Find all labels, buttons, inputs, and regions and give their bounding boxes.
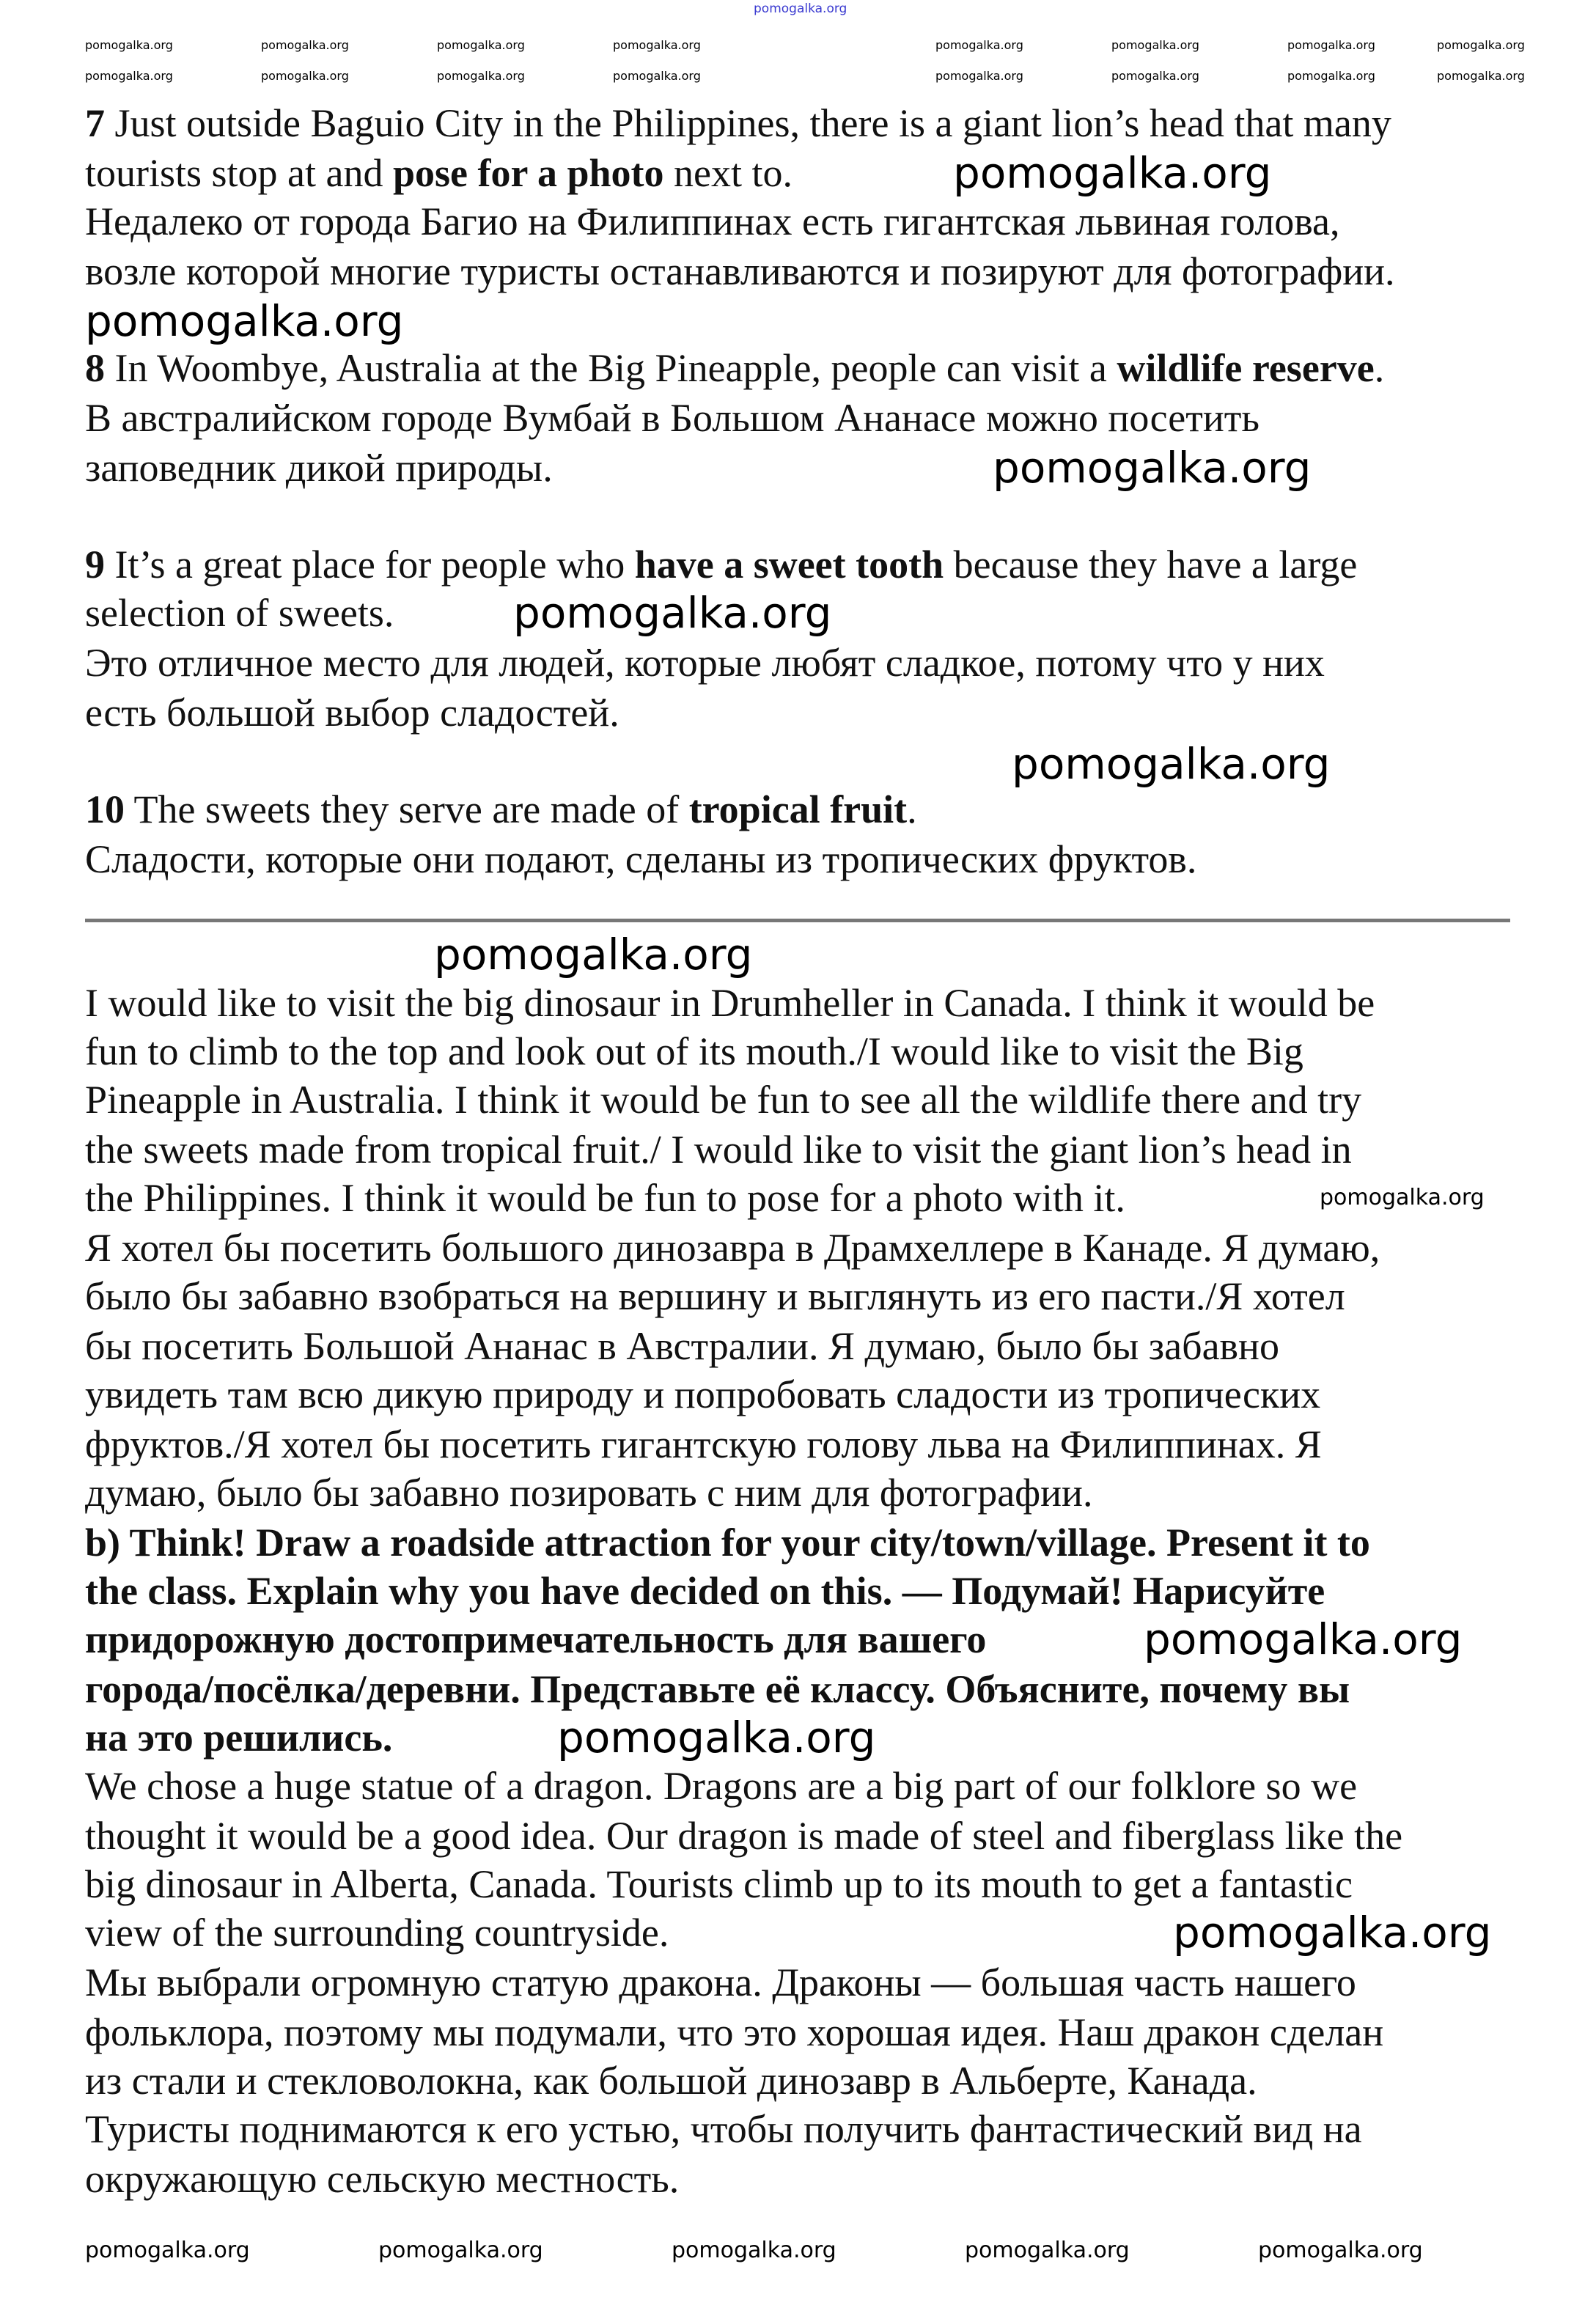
text-segment: окружающую сельскую местность. <box>85 2157 680 2201</box>
text-segment: было бы забавно взобраться на вершину и выглянуть из его пасти./Я хотел <box>85 1274 1345 1318</box>
text-line <box>85 1471 1092 1515</box>
bold-text: b) Think! Draw a roadside attraction for your city/town/village. Present it to <box>85 1521 1370 1565</box>
text-segment: увидеть там всю дикую природу и попробовать сладости из тропических <box>85 1372 1321 1416</box>
text-line <box>85 1274 1345 1318</box>
section-divider <box>85 919 1510 922</box>
bold-text: 8 <box>85 346 105 390</box>
text-line <box>85 446 553 490</box>
text-segment: Недалеко от города Багио на Филиппинах есть гигантская львиная голова, <box>85 199 1340 243</box>
text-line <box>85 1716 392 1760</box>
text-line <box>85 2059 1257 2103</box>
text-segment: We chose a huge statue of a dragon. Dragons are a big part of our folklore so we <box>85 1764 1358 1808</box>
text-line <box>85 1667 1350 1711</box>
watermark-text: pomogalka.org <box>935 69 1023 83</box>
bold-text: the class. Explain why you have decided on this. — Подумай! Нарисуйте <box>85 1569 1325 1613</box>
text-line <box>85 591 394 635</box>
text-line <box>85 2010 1383 2054</box>
text-line <box>85 1862 1353 1906</box>
text-segment: next to. <box>663 151 793 195</box>
text-segment: selection of sweets. <box>85 591 394 635</box>
text-segment: because they have a large <box>944 543 1358 587</box>
bold-text: pose for a photo <box>392 151 664 195</box>
text-segment: the Philippines. I think it would be fun to pose for a photo with it. <box>85 1176 1125 1220</box>
text-line <box>85 101 1391 145</box>
text-line <box>85 691 619 735</box>
watermark-text: pomogalka.org <box>261 38 349 52</box>
text-segment: the sweets made from tropical fruit./ I would like to visit the giant lion’s head in <box>85 1128 1352 1172</box>
watermark-text: pomogalka.org <box>85 69 173 83</box>
text-line <box>85 1911 669 1955</box>
watermark-text: pomogalka.org <box>965 2238 1130 2263</box>
text-segment: думаю, было бы забавно позировать с ним для фотографии. <box>85 1471 1093 1515</box>
watermark-text: pomogalka.org <box>1437 38 1525 52</box>
text-line <box>85 1764 1357 1808</box>
text-segment: thought it would be a good idea. Our dragon is made of steel and fiberglass like the <box>85 1814 1403 1858</box>
text-segment: Just outside Baguio City in the Philippines, there is a giant lion’s head that many <box>105 101 1391 145</box>
text-line <box>85 641 1325 685</box>
watermark-text: pomogalka.org <box>1111 69 1199 83</box>
watermark-text: pomogalka.org <box>993 443 1312 493</box>
text-line <box>85 1422 1322 1466</box>
text-line <box>85 1078 1361 1122</box>
bold-text: tropical fruit <box>688 787 908 831</box>
text-segment: It’s a great place for people who <box>105 543 635 587</box>
watermark-text: pomogalka.org <box>672 2238 836 2263</box>
text-segment: Pineapple in Australia. I think it would be fun to see all the wildlife there and try <box>85 1078 1362 1122</box>
watermark-text: pomogalka.org <box>557 1713 876 1762</box>
text-segment: fun to climb to the top and look out of its mouth./I would like to visit the Big <box>85 1029 1303 1073</box>
text-line <box>85 837 1196 881</box>
text-segment: возле которой многие туристы останавливаются и позируют для фотографии. <box>85 249 1395 293</box>
text-segment: Мы выбрали огромную статую дракона. Драконы — большая часть нашего <box>85 1960 1356 2004</box>
text-segment: из стали и стекловолокна, как большой динозавр в Альберте, Канада. <box>85 2059 1257 2103</box>
text-line <box>85 543 1357 587</box>
text-line <box>85 346 1384 390</box>
text-segment: I would like to visit the big dinosaur in Drumheller in Canada. I think it would be <box>85 981 1375 1025</box>
watermark-text: pomogalka.org <box>1173 1908 1492 1957</box>
text-line <box>85 199 1340 243</box>
text-line <box>85 249 1395 293</box>
text-segment: Это отличное место для людей, которые любят сладкое, потому что у них <box>85 641 1325 685</box>
watermark-text: pomogalka.org <box>85 296 404 346</box>
text-segment: В австралийском городе Вумбай в Большом Ананасе можно посетить <box>85 396 1259 440</box>
watermark-text: pomogalka.org <box>513 588 832 638</box>
text-line <box>85 151 793 195</box>
bold-text: на это решились. <box>85 1716 393 1760</box>
text-line <box>85 1128 1352 1172</box>
watermark-text: pomogalka.org <box>1144 1614 1463 1664</box>
text-line <box>85 396 1259 440</box>
text-line <box>85 2107 1362 2151</box>
text-segment: . <box>1374 346 1385 390</box>
text-line <box>85 1569 1325 1613</box>
text-line <box>85 1617 986 1661</box>
watermark-text: pomogalka.org <box>437 69 525 83</box>
bold-text: придорожную достопримечательность для вашего <box>85 1617 987 1661</box>
watermark-text: pomogalka.org <box>1012 739 1331 789</box>
watermark-text: pomogalka.org <box>953 148 1272 198</box>
text-line <box>85 1324 1279 1368</box>
text-segment: фольклора, поэтому мы подумали, что это хорошая идея. Наш дракон сделан <box>85 2010 1384 2054</box>
watermark-text: pomogalka.org <box>935 38 1023 52</box>
text-segment: In Woombye, Australia at the Big Pineapple, people can visit a <box>105 346 1117 390</box>
text-segment: фруктов./Я хотел бы посетить гигантскую голову льва на Филиппинах. Я <box>85 1422 1322 1466</box>
watermark-text: pomogalka.org <box>85 38 173 52</box>
text-line <box>85 2157 679 2201</box>
text-segment: есть большой выбор сладостей. <box>85 691 619 735</box>
bold-text: 7 <box>85 101 105 145</box>
watermark-text: pomogalka.org <box>1111 38 1199 52</box>
watermark-text: pomogalka.org <box>1287 69 1375 83</box>
header-watermark: pomogalka.org <box>754 1 847 16</box>
text-segment: заповедник дикой природы. <box>85 446 553 490</box>
bold-text: wildlife reserve <box>1117 346 1375 390</box>
watermark-text: pomogalka.org <box>1287 38 1375 52</box>
watermark-text: pomogalka.org <box>613 69 701 83</box>
text-segment: The sweets they serve are made of <box>125 787 689 831</box>
text-line <box>85 981 1375 1025</box>
watermark-text: pomogalka.org <box>1258 2238 1423 2263</box>
text-segment: view of the surrounding countryside. <box>85 1911 669 1955</box>
text-line <box>85 787 917 831</box>
text-line <box>85 1029 1303 1073</box>
text-line <box>85 1176 1125 1220</box>
text-segment: Сладости, которые они подают, сделаны из тропических фруктов. <box>85 837 1197 881</box>
text-segment: . <box>907 787 917 831</box>
watermark-text: pomogalka.org <box>613 38 701 52</box>
bold-text: have a sweet tooth <box>634 543 944 587</box>
text-segment: big dinosaur in Alberta, Canada. Tourists climb up to its mouth to get a fantastic <box>85 1862 1353 1906</box>
text-segment: Я хотел бы посетить большого динозавра в Драмхеллере в Канаде. Я думаю, <box>85 1226 1380 1270</box>
text-segment: tourists stop at and <box>85 151 393 195</box>
watermark-text: pomogalka.org <box>85 2238 250 2263</box>
watermark-text: pomogalka.org <box>437 38 525 52</box>
text-segment: Туристы поднимаются к его устью, чтобы получить фантастический вид на <box>85 2107 1362 2151</box>
text-segment: бы посетить Большой Ананас в Австралии. Я думаю, было бы забавно <box>85 1324 1279 1368</box>
text-line <box>85 1960 1356 2004</box>
watermark-text: pomogalka.org <box>434 930 753 979</box>
watermark-text: pomogalka.org <box>378 2238 543 2263</box>
watermark-text: pomogalka.org <box>261 69 349 83</box>
text-line <box>85 1521 1370 1565</box>
bold-text: 9 <box>85 543 105 587</box>
watermark-text: pomogalka.org <box>1320 1185 1485 1210</box>
text-line <box>85 1814 1402 1858</box>
text-line <box>85 1226 1380 1270</box>
bold-text: города/посёлка/деревни. Представьте её классу. Объясните, почему вы <box>85 1667 1350 1711</box>
watermark-text: pomogalka.org <box>1437 69 1525 83</box>
bold-text: 10 <box>85 787 125 831</box>
text-line <box>85 1372 1320 1416</box>
